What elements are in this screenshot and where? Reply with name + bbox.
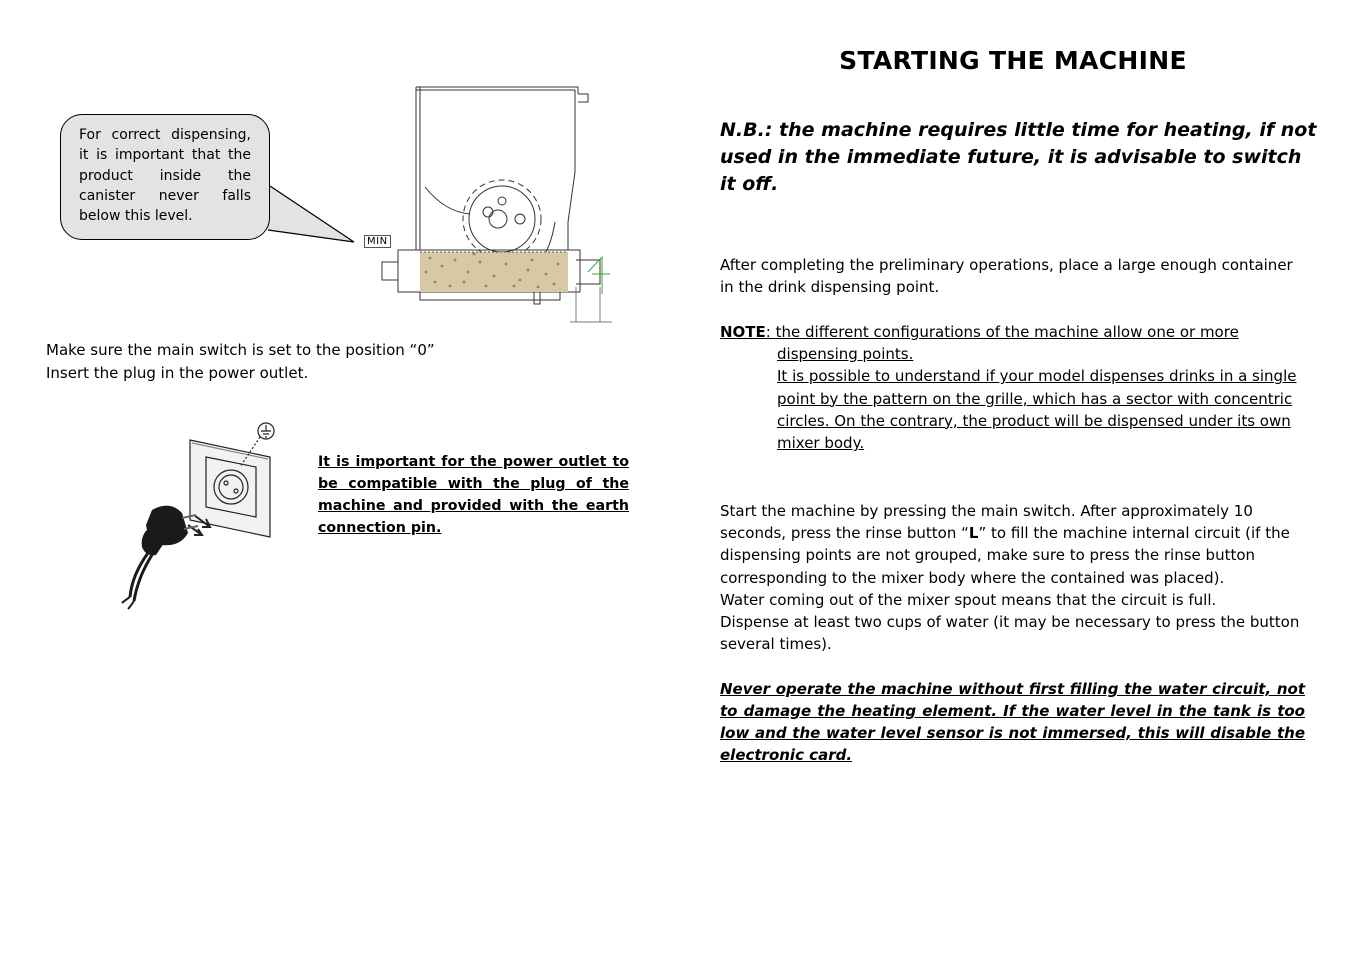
- rinse-button-label: L: [968, 524, 979, 543]
- page-title: STARTING THE MACHINE: [839, 46, 1187, 75]
- water-circuit-warning: Never operate the machine without first filling the water circuit, not to damage the heating element. If the water level in the tank is too low and the water level sensor is not immersed, this will disable the electronic card.: [720, 680, 1305, 764]
- note-line1-continued: dispensing points.: [777, 345, 914, 364]
- note-line2: It is possible to understand if your model dispenses drinks in a single point by the pattern on the grille, which has a sector with concentric circles. On the contrary, the product will be dispensed under its own mixer body.: [777, 367, 1297, 453]
- plug-instruction: Insert the plug in the power outlet.: [46, 364, 309, 382]
- water-text: Water coming out of the mixer spout means that the circuit is full.: [720, 590, 1217, 609]
- note-block: [720, 321, 1310, 454]
- start-paragraph: [720, 500, 1310, 589]
- preliminary-text: After completing the preliminary operations, place a large enough container in the drink dispensing point.: [720, 256, 1293, 297]
- min-level-callout: [60, 114, 270, 240]
- start-text-part1: Start the machine by pressing the main switch. After approximately 10 seconds, press the rinse button “: [720, 502, 1253, 543]
- plug-outlet-illustration: [110, 415, 290, 615]
- note-line1: the different configurations of the machine allow one or more: [775, 323, 1239, 341]
- nb-notice: N.B.: the machine requires little time for heating, if not used in the immediate future, it is advisable to switch it off.: [720, 119, 1317, 195]
- canister-diagram: [270, 82, 620, 332]
- start-instructions: [720, 500, 1310, 655]
- switch-instruction: Make sure the main switch is set to the position “0”: [46, 341, 435, 359]
- note-label: NOTE: [720, 323, 766, 341]
- callout-text: For correct dispensing, it is important that the product inside the canister never falls below this level.: [79, 127, 251, 225]
- plug-compatibility-warning: It is important for the power outlet to be compatible with the plug of the machine and provided with the earth connection pin.: [318, 454, 629, 536]
- start-text-part2: ” to fill the machine internal circuit (if the dispensing points are not grouped, make sure to press the rinse button corresponding to the mixer body where the contained was placed).: [720, 524, 1290, 587]
- min-level-label: MIN: [364, 235, 391, 248]
- dispense-text: Dispense at least two cups of water (it may be necessary to press the button several times).: [720, 613, 1300, 654]
- note-first-line: NOTE: the different configurations of the machine allow one or more: [720, 323, 1239, 341]
